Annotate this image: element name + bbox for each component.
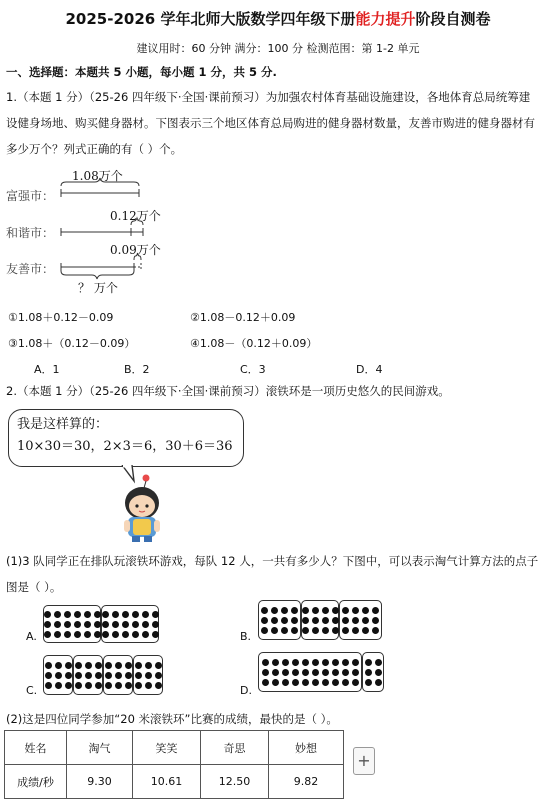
choice-c: C．3 (240, 363, 266, 376)
dot (142, 631, 149, 638)
dot (262, 679, 269, 686)
q2-sub1-line1: (1)3 队同学正在排队玩滚铁环游戏，每队 12 人，一共有多少人？下图中，可以表示淘气计算方法的点子 (6, 554, 539, 568)
dot (282, 659, 289, 666)
dot (145, 672, 152, 679)
dot (112, 621, 119, 628)
dot (312, 669, 319, 676)
expr-2: ②1.08－0.12＋0.09 (190, 311, 296, 324)
dot (332, 669, 339, 676)
dot (342, 607, 349, 614)
dot (142, 611, 149, 618)
dot (362, 617, 369, 624)
dot (54, 621, 61, 628)
dot (302, 607, 309, 614)
dot (372, 607, 379, 614)
dot (272, 659, 279, 666)
dot (312, 607, 319, 614)
dot (261, 627, 268, 634)
dot (262, 669, 269, 676)
table-cell: 12.50 (201, 765, 269, 799)
dot (115, 662, 122, 669)
dot (271, 627, 278, 634)
exam-info: 建议用时：60 分钟 满分：100 分 检测范围：第 1-2 单元 (136, 42, 420, 55)
dot (135, 672, 142, 679)
table-cell: 9.82 (269, 765, 344, 799)
dot (302, 659, 309, 666)
dot (322, 669, 329, 676)
dot (84, 631, 91, 638)
dot-box-b3 (339, 600, 382, 640)
dot (55, 682, 62, 689)
dot-box-d2 (362, 652, 384, 692)
dot (145, 662, 152, 669)
section-heading: 一、选择题：本题共 5 小题，每小题 1 分，共 5 分. (6, 65, 277, 79)
dot (271, 617, 278, 624)
bubble-line2: 10×30＝30，2×3＝6，30＋6＝36 (17, 439, 233, 454)
dot (362, 607, 369, 614)
dot (302, 669, 309, 676)
dot (105, 662, 112, 669)
q2-sub1-line2: 图是（ ）。 (6, 580, 62, 594)
dot (155, 672, 162, 679)
dot (64, 621, 71, 628)
table-row (5, 731, 344, 765)
dot (292, 669, 299, 676)
city-youshan: 友善市： (6, 262, 55, 276)
dot (322, 607, 329, 614)
title-suffix: 阶段自测卷 (415, 10, 491, 28)
dot (45, 672, 52, 679)
dot (55, 672, 62, 679)
dot (125, 682, 132, 689)
dot-box-c1 (43, 655, 73, 695)
dot (271, 607, 278, 614)
dot (352, 669, 359, 676)
dot (262, 659, 269, 666)
segment-diagram (0, 0, 556, 300)
title-prefix: 2025-2026 学年北师大版数学四年级下册 (65, 10, 356, 28)
dot (65, 672, 72, 679)
dot (302, 679, 309, 686)
city-fuqiang: 富强市： (6, 189, 55, 203)
dot-box-c4 (133, 655, 163, 695)
q1-line3: 多少万个？列式正确的有（ ）个。 (6, 142, 183, 156)
dot (94, 621, 101, 628)
table-cell: 9.30 (67, 765, 133, 799)
dot (332, 627, 339, 634)
dot (332, 659, 339, 666)
dot (152, 611, 159, 618)
dot (322, 679, 329, 686)
dot (135, 662, 142, 669)
dot (135, 682, 142, 689)
dot-box-d1 (258, 652, 362, 692)
q1-line1: 1.（本题 1 分）（25-26 四年级下·全国·课前预习）为加强农村体育基础设施建设，各地体育总局统筹建 (6, 90, 531, 104)
dot (122, 631, 129, 638)
dot (312, 627, 319, 634)
dot (65, 662, 72, 669)
dot (352, 617, 359, 624)
dot (365, 659, 372, 666)
dot (342, 679, 349, 686)
dot-option-d-label: D. (240, 684, 252, 697)
dot (281, 607, 288, 614)
label-012: 0.12万个 (110, 209, 161, 223)
dot (75, 662, 82, 669)
dot-option-a-label: A. (26, 630, 37, 643)
dot-option-c-label: C. (26, 684, 38, 697)
dot-box-a1 (43, 605, 101, 643)
dot (95, 682, 102, 689)
dot (332, 617, 339, 624)
dot (332, 607, 339, 614)
expr-4: ④1.08－（0.12＋0.09） (190, 337, 318, 350)
dot (45, 682, 52, 689)
add-button[interactable]: + (353, 747, 375, 775)
dot (372, 627, 379, 634)
dot (282, 669, 289, 676)
dot (352, 679, 359, 686)
dot (85, 672, 92, 679)
dot (291, 617, 298, 624)
dot (102, 631, 109, 638)
city-hexie: 和谐市： (6, 226, 55, 240)
dot (115, 672, 122, 679)
dot (65, 682, 72, 689)
dot (312, 659, 319, 666)
dot (45, 662, 52, 669)
dot (84, 611, 91, 618)
q1-line2: 设健身场地、购买健身器材。下图表示三个地区体育总局购进的健身器材数量，友善市购进的健身器材有 (6, 116, 535, 130)
dot (74, 611, 81, 618)
dot (55, 662, 62, 669)
dot (375, 659, 382, 666)
dot (75, 682, 82, 689)
dot (132, 611, 139, 618)
dot (94, 631, 101, 638)
dot (125, 662, 132, 669)
dot (152, 631, 159, 638)
dot (352, 607, 359, 614)
dot (64, 611, 71, 618)
table-row (5, 765, 344, 799)
dot (44, 611, 51, 618)
dot (281, 627, 288, 634)
dot (85, 662, 92, 669)
dot (322, 659, 329, 666)
dot (292, 659, 299, 666)
dot (95, 662, 102, 669)
dot (322, 627, 329, 634)
dot (155, 682, 162, 689)
dot (105, 672, 112, 679)
label-unknown: ？ 万个 (78, 281, 118, 295)
dot (342, 659, 349, 666)
dot (122, 621, 129, 628)
dot (292, 679, 299, 686)
dot (261, 617, 268, 624)
table-cell: 笑笑 (133, 731, 201, 765)
dot (74, 631, 81, 638)
dot (352, 659, 359, 666)
dot (362, 627, 369, 634)
dot (95, 672, 102, 679)
dot (112, 631, 119, 638)
dot (115, 682, 122, 689)
dot (94, 611, 101, 618)
choice-a: A．1 (34, 363, 60, 376)
dot (291, 627, 298, 634)
results-table (4, 730, 344, 799)
table-cell: 淘气 (67, 731, 133, 765)
dot (102, 611, 109, 618)
dot (375, 679, 382, 686)
dot (152, 621, 159, 628)
dot (342, 627, 349, 634)
dot-box-a2 (101, 605, 159, 643)
q2-sub2: (2)这是四位同学参加“20 米滚铁环”比赛的成绩，最快的是（ ）。 (6, 712, 338, 726)
table-cell: 成绩/秒 (5, 765, 67, 799)
dot (54, 611, 61, 618)
dot (282, 679, 289, 686)
dot (85, 682, 92, 689)
dot (125, 672, 132, 679)
dot (64, 631, 71, 638)
dot (132, 631, 139, 638)
dot (75, 672, 82, 679)
dot (312, 617, 319, 624)
dot (84, 621, 91, 628)
dot (74, 621, 81, 628)
expr-3: ③1.08＋（0.12－0.09） (8, 337, 136, 350)
dot (102, 621, 109, 628)
table-cell: 姓名 (5, 731, 67, 765)
child-illustration (112, 472, 172, 544)
dot (302, 617, 309, 624)
label-009: 0.09万个 (110, 243, 161, 257)
dot (44, 621, 51, 628)
q2-stem: 2.（本题 1 分）（25-26 四年级下·全国·课前预习）滚铁环是一项历史悠久的民间游戏。 (6, 384, 450, 398)
dot (342, 669, 349, 676)
dot (132, 621, 139, 628)
dot (312, 679, 319, 686)
dot (122, 611, 129, 618)
dot-box-b2 (301, 600, 339, 640)
dot (291, 607, 298, 614)
dot (112, 611, 119, 618)
dot (105, 682, 112, 689)
speech-bubble (8, 409, 244, 467)
table-cell: 奇思 (201, 731, 269, 765)
dot (261, 607, 268, 614)
label-108: 1.08万个 (72, 169, 123, 183)
dot (272, 669, 279, 676)
dot (352, 627, 359, 634)
dot (332, 679, 339, 686)
dot (145, 682, 152, 689)
dot (365, 679, 372, 686)
choice-b: B．2 (124, 363, 150, 376)
dot (281, 617, 288, 624)
dot-option-b-label: B. (240, 630, 252, 643)
dot (54, 631, 61, 638)
dot (322, 617, 329, 624)
dot (342, 617, 349, 624)
dot-box-b1 (258, 600, 301, 640)
dot (365, 669, 372, 676)
dot (155, 662, 162, 669)
expr-1: ①1.08＋0.12－0.09 (8, 311, 114, 324)
dot (142, 621, 149, 628)
title-highlight: 能力提升 (355, 10, 416, 28)
dot (302, 627, 309, 634)
dot (44, 631, 51, 638)
choice-d: D．4 (356, 363, 383, 376)
dot (372, 617, 379, 624)
table-cell: 10.61 (133, 765, 201, 799)
table-cell: 妙想 (269, 731, 344, 765)
dot-box-c2 (73, 655, 103, 695)
bubble-line1: 我是这样算的： (17, 417, 109, 432)
dot (272, 679, 279, 686)
dot (375, 669, 382, 676)
dot-box-c3 (103, 655, 133, 695)
